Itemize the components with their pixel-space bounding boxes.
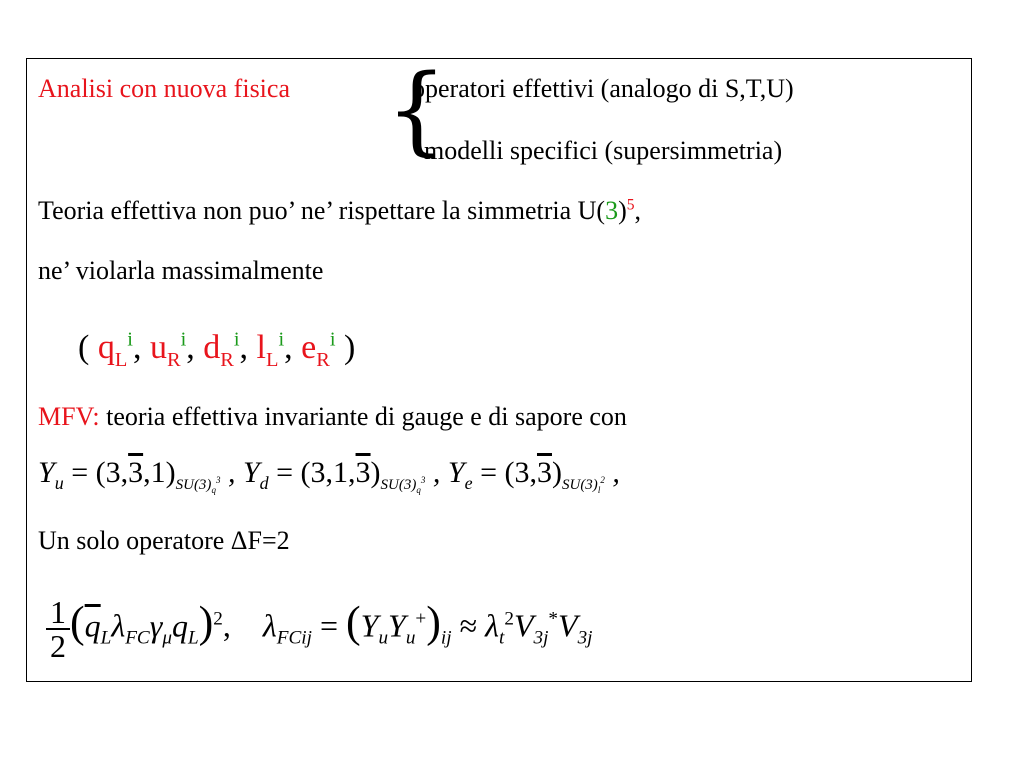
theory-line-1 (38, 198, 641, 224)
field-l-index: i (278, 328, 285, 351)
field-e: $e_R$ (301, 329, 330, 371)
theory-three: 3 (605, 196, 619, 225)
field-q-index: i (127, 328, 133, 351)
field-q: $q_L$ (97, 329, 128, 371)
analysis-label: Analisi con nuova fisica (38, 74, 290, 103)
theory-comma: , (634, 196, 642, 225)
fields-open: ( (78, 329, 90, 366)
fields-close: ) (344, 329, 356, 366)
theory-exponent: 5 (626, 196, 635, 214)
field-d-index: i (233, 328, 240, 351)
field-e-index: i (329, 328, 336, 351)
theory-text: Teoria effettiva non puo’ ne’ rispettare la simmetria U( (38, 196, 606, 225)
option-operators: operatori effettivi (analogo di S,T,U) (412, 74, 794, 103)
field-u: $u_R$ (149, 329, 181, 371)
theory-close: ) (618, 196, 627, 225)
mfv-label: MFV: (38, 402, 100, 431)
theory-line-2: ne’ violarla massimalmente (38, 256, 324, 285)
field-u-index: i (180, 328, 187, 351)
operator-line: Un solo operatore ΔF=2 (38, 526, 290, 555)
mfv-line (38, 404, 627, 430)
field-d: $d_R$ (203, 329, 234, 371)
one-half-fraction: $\frac{1}{2}$ (46, 596, 70, 662)
fields-tuple: ( $q_L^i$, $u_R^i$, $d_R^i$, $l_L^i$, $e_R^i$ ) (78, 328, 356, 371)
mfv-text: teoria effettiva invariante di gauge e di sapore con (99, 402, 627, 431)
brace-icon: { (386, 54, 448, 166)
yukawa-formula: $Y_u = (3,3,1)_{SU(3)_q^3}$ , $Y_d = (3,1,3)_{SU(3)_q^3}$ , $Y_e = (3,3)_{SU(3)_l^2}$ , (38, 456, 620, 495)
option-models: modelli specifici (supersimmetria) (424, 136, 783, 165)
operator-formula: $\frac{1}{2}$ $(\overline{q}_L\lambda_{FC}\gamma_\mu q_L)^2$, $\lambda_{FCij} = (Y_uY_u^+)_{ij} \approx \lambda_t^2V_{3j}^*V_{3j}$ (46, 596, 593, 662)
field-l: $l_L$ (256, 329, 279, 371)
